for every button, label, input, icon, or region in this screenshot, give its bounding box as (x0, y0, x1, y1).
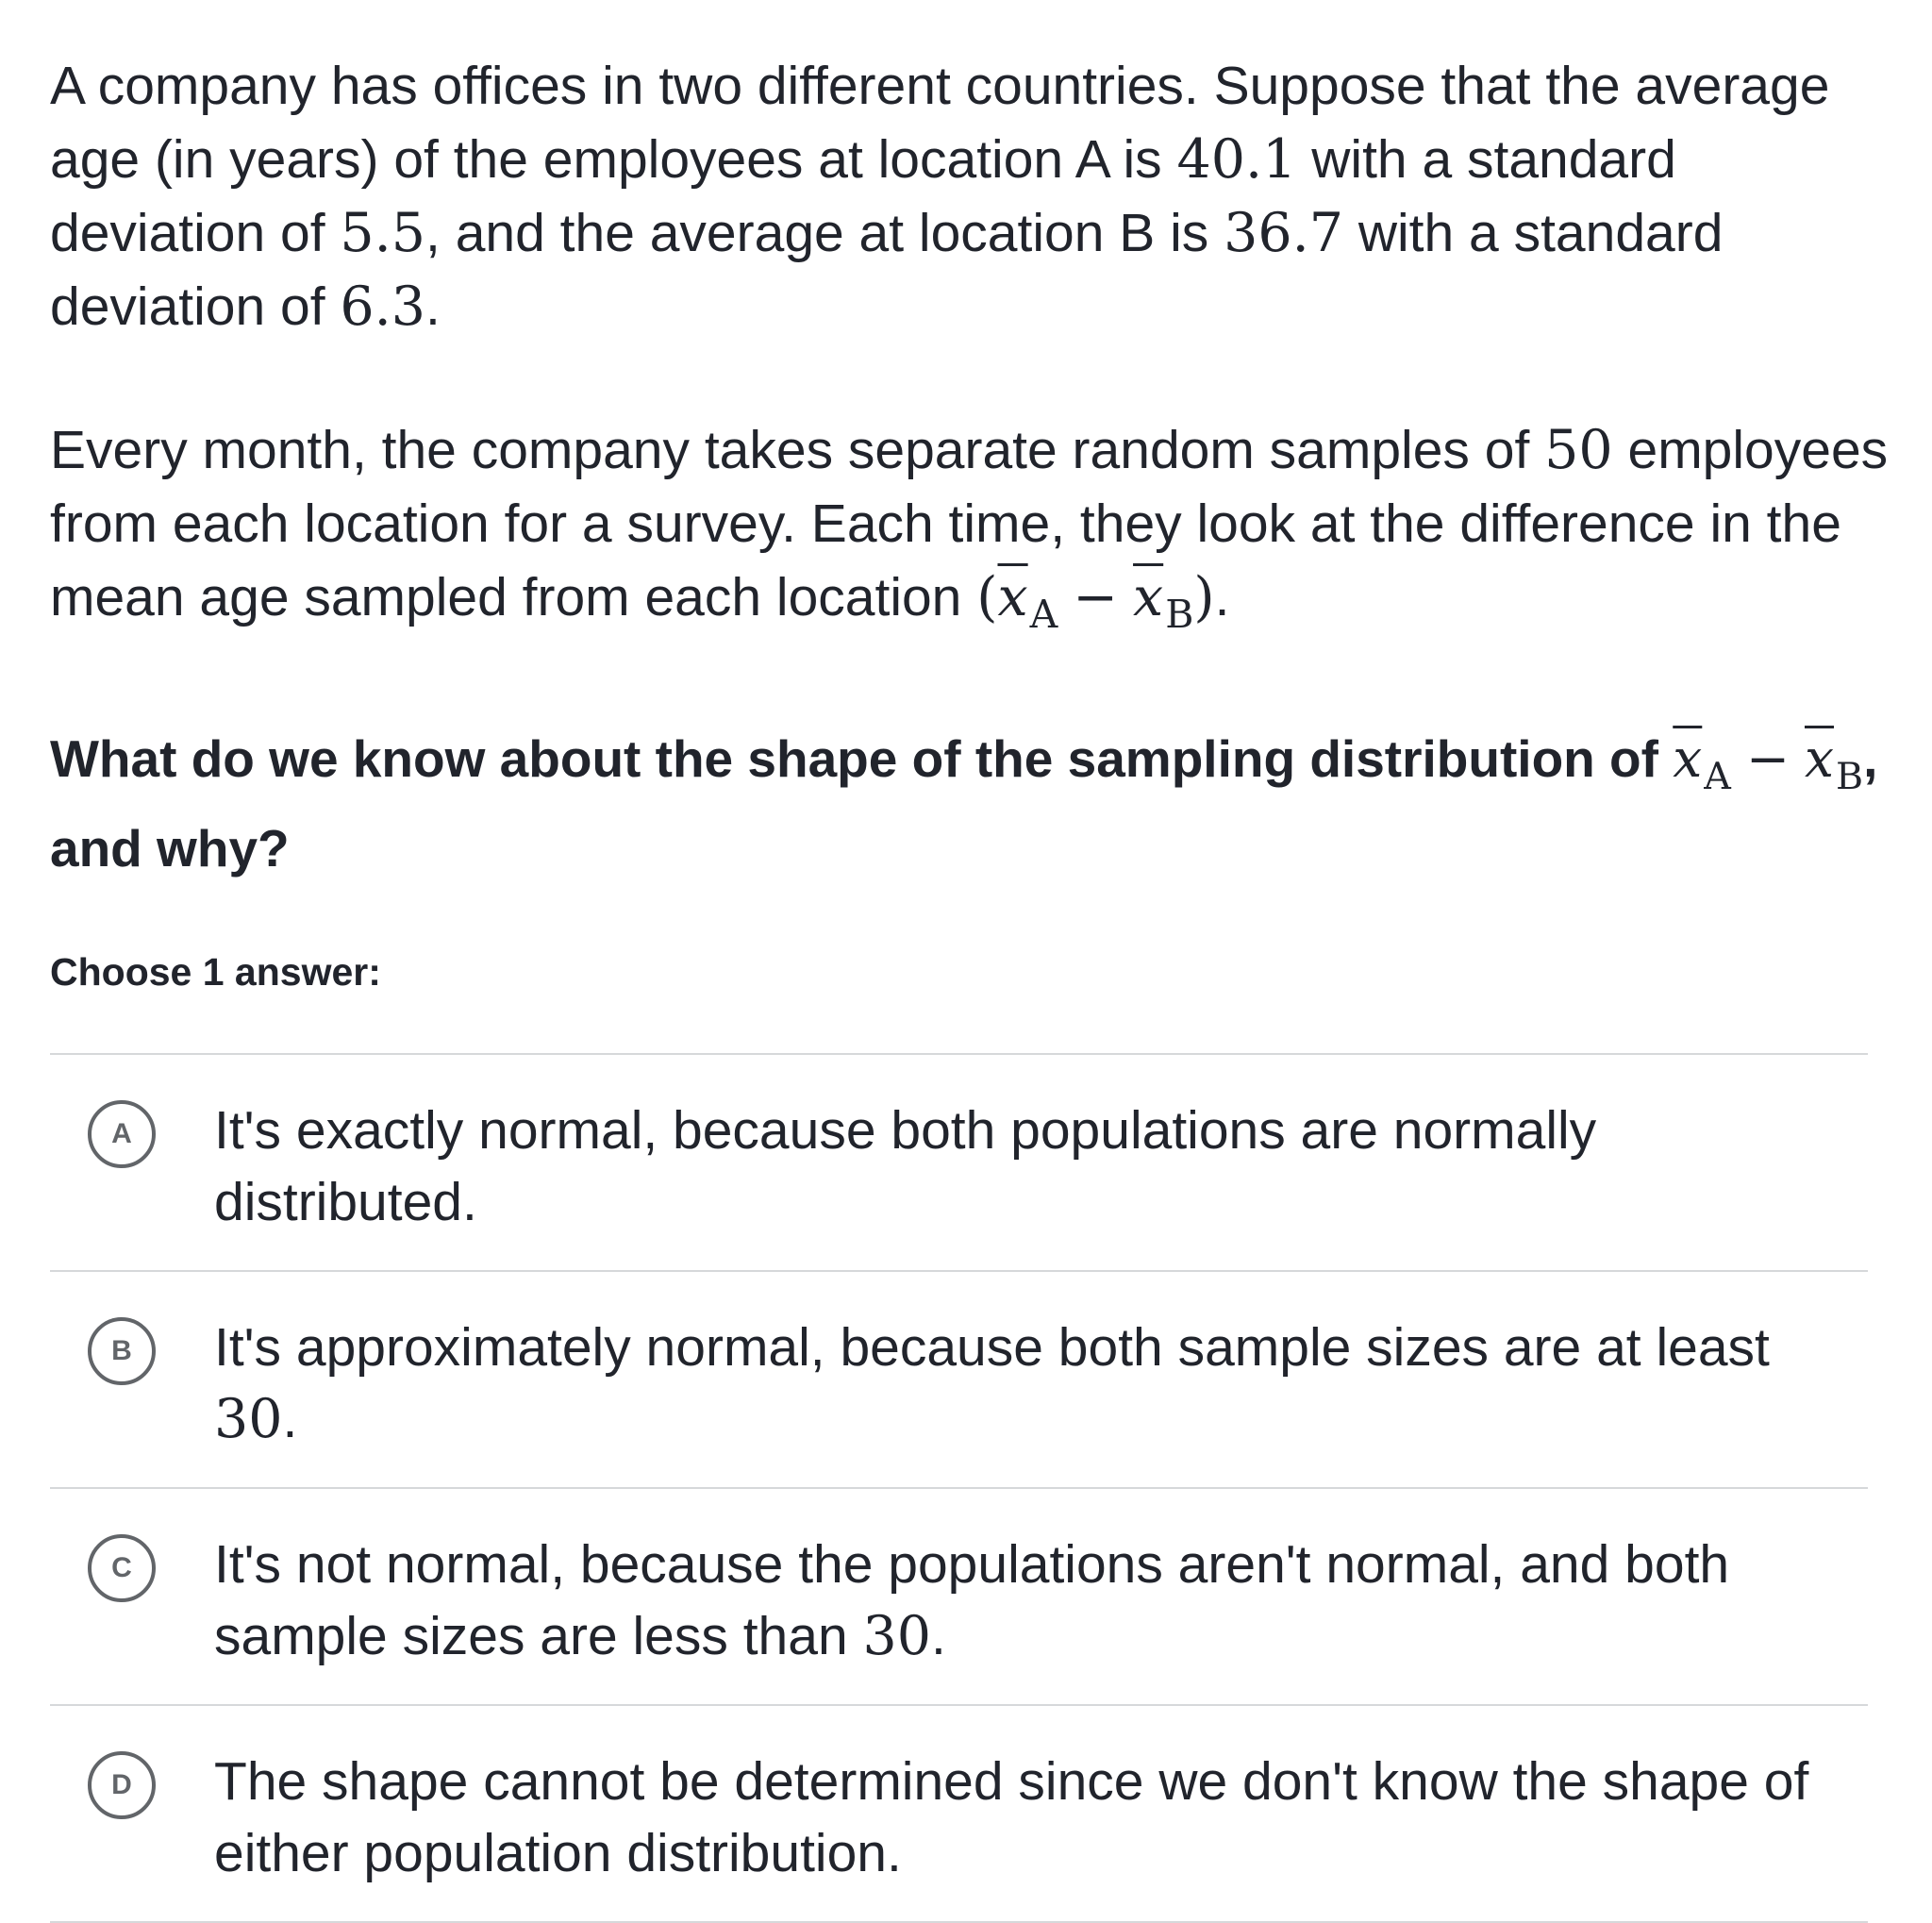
choice-a-text: It's exactly normal, because both populations are normally distributed. (214, 1099, 1597, 1232)
answer-choice-a[interactable] (50, 1055, 1868, 1272)
exercise-content (50, 49, 1890, 1923)
choice-d-label (214, 1746, 1868, 1889)
minus-sign: − (1073, 566, 1119, 628)
answer-choice-d[interactable] (50, 1706, 1868, 1923)
question-tail: , and why? (50, 729, 1878, 878)
choice-c-end: . (931, 1605, 946, 1666)
radio-button-c[interactable]: C (88, 1534, 156, 1602)
choice-b-number: 30 (214, 1387, 283, 1450)
radio-button-b[interactable]: B (88, 1317, 156, 1385)
sample-size: 50 (1544, 419, 1613, 481)
intro-text-2: with a standard deviation of (50, 129, 1676, 263)
intro-mean-a: 40.1 (1176, 128, 1297, 191)
intro-sd-a: 5.5 (340, 202, 426, 264)
xbar-a: $\overline{x}$ (997, 566, 1028, 628)
answer-choice-b[interactable] (50, 1272, 1868, 1489)
choice-b-end: . (282, 1388, 298, 1449)
intro-text-5: . (425, 276, 441, 337)
choice-a-label (214, 1095, 1868, 1238)
answer-choice-c[interactable] (50, 1489, 1868, 1706)
question-prompt (50, 723, 1890, 884)
subscript-a: A (1029, 592, 1058, 638)
close-paren: ) (1193, 566, 1215, 628)
xbar-b: $\overline{x}$ (1133, 566, 1164, 628)
choice-c-label (214, 1529, 1868, 1672)
sampling-paragraph (50, 413, 1890, 651)
question-xbar-b: $\overline{x}$ (1804, 728, 1835, 790)
choice-b-text: It's approximately normal, because both sample sizes are at least (214, 1316, 1770, 1378)
radio-button-d[interactable]: D (88, 1751, 156, 1819)
choose-answer-label: Choose 1 answer: (50, 949, 381, 994)
open-paren: ( (976, 566, 998, 628)
question-subscript-b: B (1836, 754, 1864, 798)
subscript-b: B (1165, 592, 1194, 638)
intro-mean-b: 36.7 (1224, 202, 1344, 264)
sampling-text-1: Every month, the company takes separate random samples of (50, 420, 1545, 480)
question-subscript-a: A (1704, 754, 1731, 798)
radio-button-a[interactable]: A (88, 1100, 156, 1168)
question-minus-sign: − (1745, 728, 1790, 790)
answer-choices-list (50, 1053, 1868, 1923)
problem-intro-paragraph (50, 49, 1890, 343)
intro-sd-b: 6.3 (340, 276, 426, 338)
question-text: What do we know about the shape of the sampling distribution of (50, 729, 1674, 789)
intro-text-4: with a standard deviation of (50, 203, 1724, 337)
choice-b-label (214, 1312, 1868, 1455)
sampling-text-3: . (1214, 567, 1230, 627)
choice-c-number: 30 (862, 1604, 932, 1667)
sampling-text-2: employees from each location for a survey. Each time, they look at the difference in the mean age sampled from each location (50, 420, 1889, 627)
choice-d-text: The shape cannot be determined since we don't know the shape of either population distribution. (214, 1750, 1809, 1883)
intro-text-3: , and the average at location B is (425, 203, 1224, 263)
intro-text-1: A company has offices in two different countries. Suppose that the average age (in years) of the employees at location A is (50, 56, 1830, 190)
question-xbar-a: $\overline{x}$ (1673, 728, 1703, 790)
choice-c-text: It's not normal, because the populations aren't normal, and both sample sizes are less than (214, 1533, 1730, 1666)
